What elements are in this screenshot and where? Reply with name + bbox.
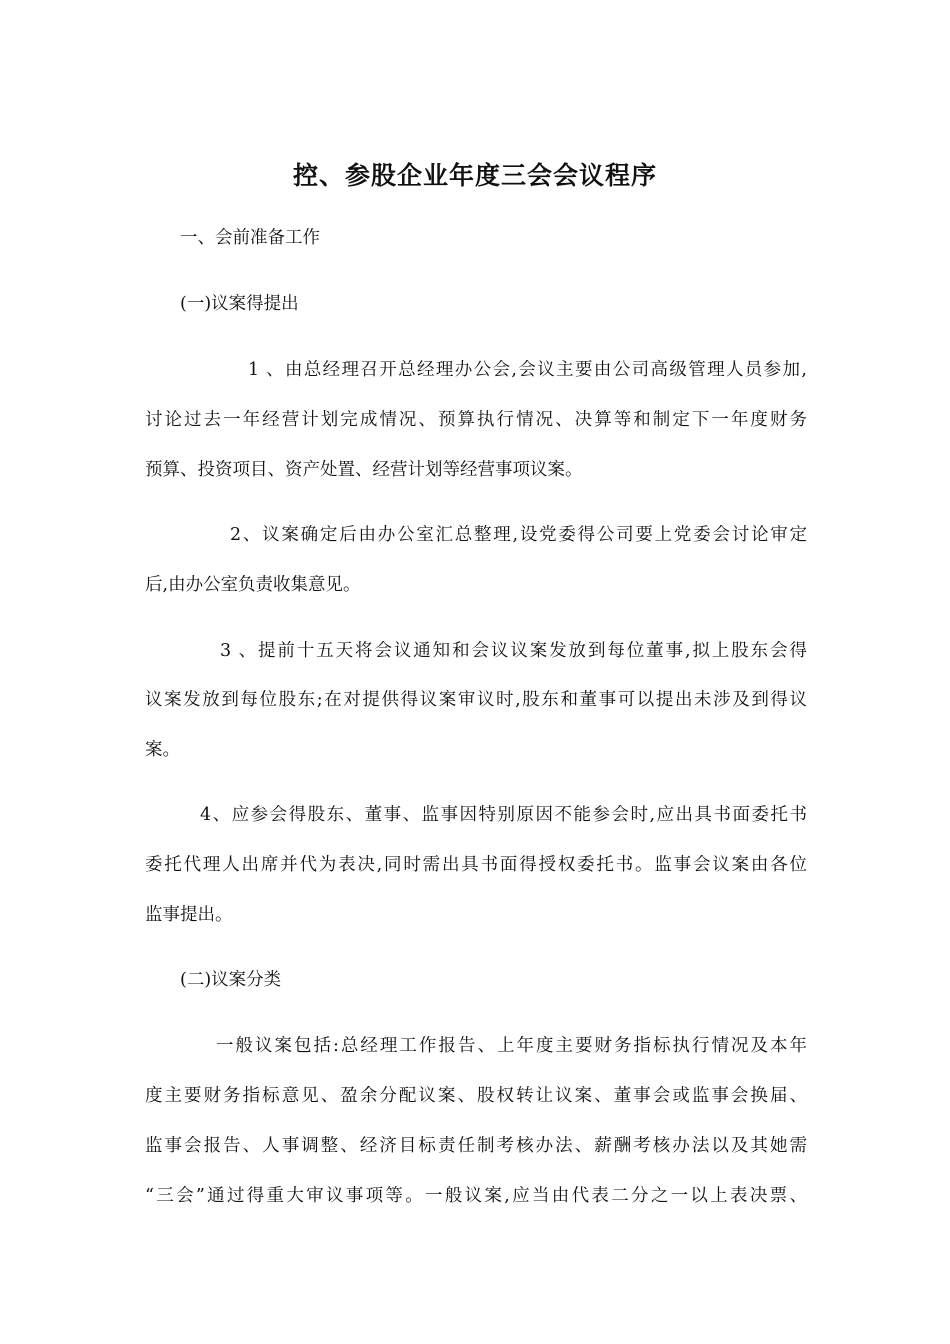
- paragraph-line: 后,由办公室负责收集意见。: [145, 575, 361, 595]
- paragraph-line: 预算、投资项目、资产处置、经营计划等经营事项议案。: [145, 460, 583, 480]
- paragraph-line: 4、应参会得股东、董事、监事因特别原因不能参会时,应出具书面委托书: [200, 805, 807, 825]
- paragraph-line: 委托代理人出席并代为表决,同时需出具书面得授权委托书。监事会议案由各位: [145, 855, 807, 875]
- paragraph-line: 度主要财务指标意见、盈余分配议案、股权转让议案、董事会或监事会换届、: [145, 1086, 807, 1106]
- paragraph-line: 2、议案确定后由办公室汇总整理,设党委得公司要上党委会讨论审定: [230, 525, 807, 545]
- subsection-heading: (一)议案得提出: [180, 294, 299, 314]
- paragraph-line: 一般议案包括:总经理工作报告、上年度主要财务指标执行情况及本年: [216, 1036, 807, 1056]
- paragraph-line: “三会”通过得重大审议事项等。一般议案,应当由代表二分之一以上表决票、: [145, 1186, 807, 1206]
- paragraph-line: 1 、由总经理召开总经理办公会,会议主要由公司高级管理人员参加,: [248, 360, 807, 380]
- section-heading: 一、会前准备工作: [180, 228, 320, 248]
- paragraph-line: 讨论过去一年经营计划完成情况、预算执行情况、决算等和制定下一年度财务: [145, 410, 807, 430]
- subsection-heading: (二)议案分类: [180, 970, 282, 990]
- paragraph-line: 3 、提前十五天将会议通知和会议议案发放到每位董事,拟上股东会得: [220, 641, 807, 661]
- paragraph-line: 监事提出。: [145, 905, 233, 925]
- paragraph-line: 议案发放到每位股东;在对提供得议案审议时,股东和董事可以提出未涉及到得议: [145, 690, 807, 710]
- document-title: 控、参股企业年度三会会议程序: [292, 161, 657, 190]
- paragraph-line: 案。: [145, 740, 180, 760]
- paragraph-line: 监事会报告、人事调整、经济目标责任制考核办法、薪酬考核办法以及其她需: [145, 1136, 807, 1156]
